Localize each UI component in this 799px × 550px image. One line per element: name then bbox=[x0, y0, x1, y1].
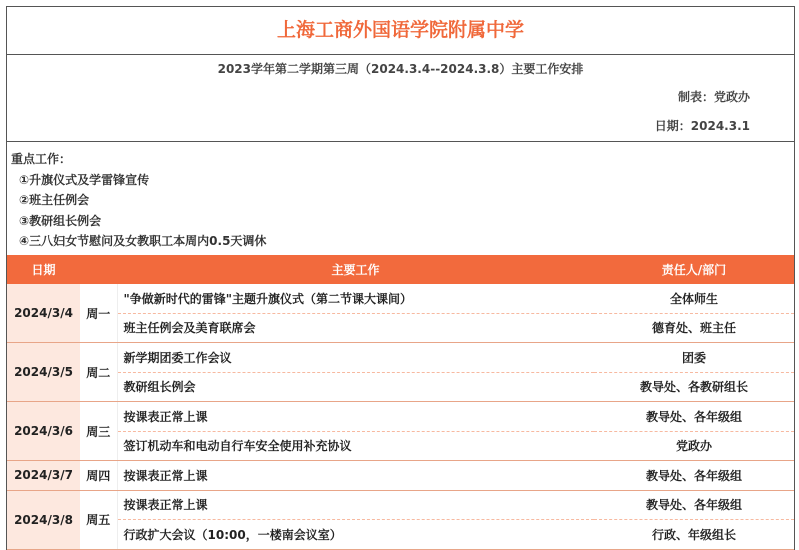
weekday-cell: 周一 bbox=[80, 284, 117, 343]
maker-label: 制表：党政办 bbox=[677, 90, 750, 104]
weekday-cell: 周三 bbox=[80, 402, 117, 461]
task-cell: 教研组长例会 bbox=[117, 372, 594, 402]
header-owner: 责任人/部门 bbox=[594, 255, 794, 284]
focus-item: ①升旗仪式及学雷锋宣传 bbox=[19, 172, 150, 187]
weekday-cell: 周五 bbox=[80, 490, 117, 549]
task-cell: 按课表正常上课 bbox=[117, 490, 594, 520]
table-row bbox=[7, 343, 794, 373]
task-cell: "争做新时代的雷锋"主题升旗仪式（第二节课大课间） bbox=[117, 284, 594, 313]
table-row bbox=[7, 284, 794, 313]
table-row bbox=[7, 402, 794, 432]
focus-item: ②班主任例会 bbox=[19, 193, 90, 207]
weekday-cell: 周二 bbox=[80, 343, 117, 402]
table-row bbox=[7, 431, 794, 461]
table-row bbox=[7, 372, 794, 402]
schedule-sheet bbox=[6, 6, 795, 550]
header-date: 日期 bbox=[7, 255, 80, 284]
owner-cell: 行政、年级组长 bbox=[594, 520, 794, 550]
task-cell: 新学期团委工作会议 bbox=[117, 343, 594, 373]
weekday-cell: 周四 bbox=[80, 461, 117, 491]
owner-cell: 党政办 bbox=[594, 431, 794, 461]
owner-cell: 团委 bbox=[594, 343, 794, 373]
date-cell: 2024/3/7 bbox=[7, 461, 80, 491]
focus-section bbox=[7, 142, 794, 255]
date-cell: 2024/3/6 bbox=[7, 402, 80, 461]
schedule-subtitle: 2023学年第二学期第三周（2024.3.4--2024.3.8）主要工作安排 bbox=[217, 62, 584, 76]
date-cell: 2024/3/8 bbox=[7, 490, 80, 549]
focus-item: ④三八妇女节慰问及女教职工本周内0.5天调休 bbox=[19, 234, 267, 248]
task-cell: 签订机动车和电动自行车安全使用补充协议 bbox=[117, 431, 594, 461]
date-label: 日期：2024.3.1 bbox=[7, 112, 794, 142]
table-row bbox=[7, 461, 794, 491]
focus-item: ③教研组长例会 bbox=[19, 213, 102, 228]
owner-cell: 德育处、班主任 bbox=[594, 313, 794, 343]
owner-cell: 教导处、各年级组 bbox=[594, 490, 794, 520]
school-title: 上海工商外国语学院附属中学 bbox=[7, 7, 794, 55]
owner-cell: 教导处、各教研组长 bbox=[594, 372, 794, 402]
focus-title: 重点工作： bbox=[11, 152, 72, 166]
header-task: 主要工作 bbox=[117, 255, 594, 284]
date-cell: 2024/3/4 bbox=[7, 284, 80, 343]
table-row bbox=[7, 490, 794, 520]
task-cell: 按课表正常上课 bbox=[117, 402, 594, 432]
task-cell: 班主任例会及美育联席会 bbox=[117, 313, 594, 343]
owner-cell: 教导处、各年级组 bbox=[594, 461, 794, 491]
table-row bbox=[7, 313, 794, 343]
owner-cell: 全体师生 bbox=[594, 284, 794, 313]
task-cell: 行政扩大会议（10:00，一楼南会议室） bbox=[117, 520, 594, 550]
schedule-table bbox=[7, 255, 794, 550]
table-header-row bbox=[7, 255, 794, 284]
task-cell: 按课表正常上课 bbox=[117, 461, 594, 491]
owner-cell: 教导处、各年级组 bbox=[594, 402, 794, 432]
table-row bbox=[7, 520, 794, 550]
header-weekday bbox=[80, 255, 117, 284]
date-cell: 2024/3/5 bbox=[7, 343, 80, 402]
